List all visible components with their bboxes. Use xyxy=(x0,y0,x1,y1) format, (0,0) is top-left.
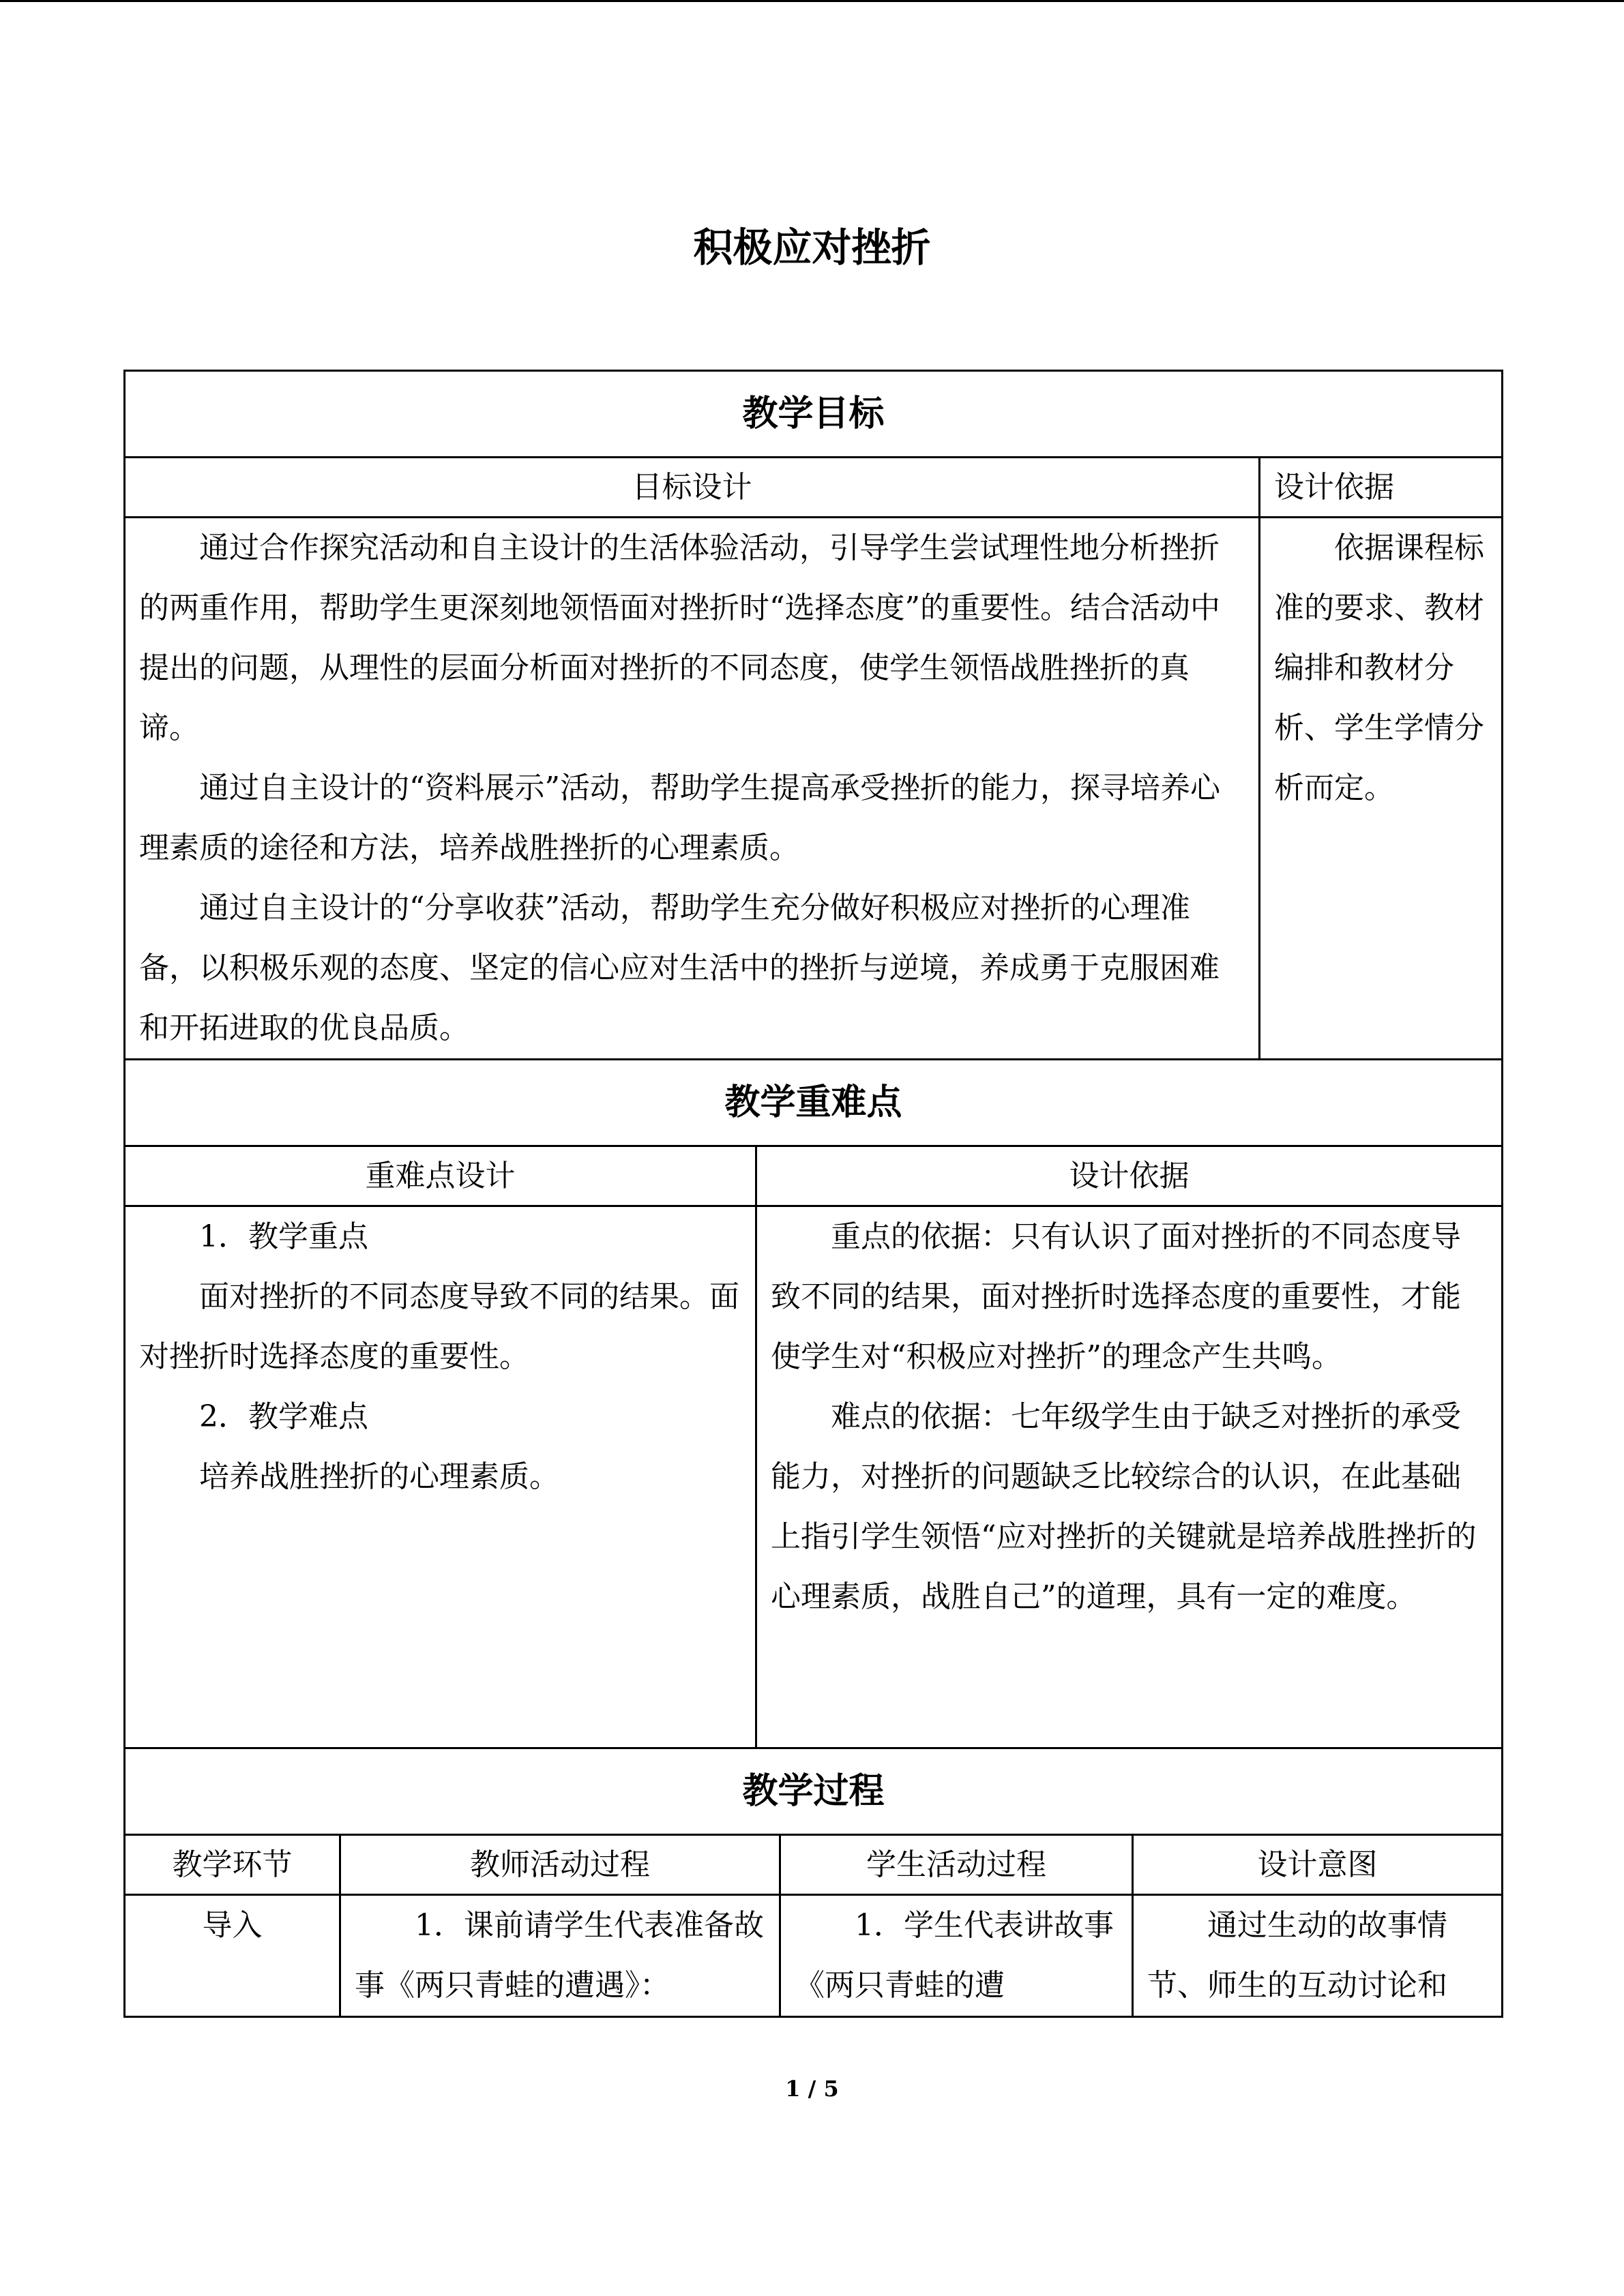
goals-basis-text: 依据课程标准的要求、教材编排和教材分析、学生学情分析而定。 xyxy=(1274,531,1484,805)
goals-basis-cell xyxy=(1260,518,1503,1060)
keypoints-heading: 教学重难点 xyxy=(125,1060,1503,1146)
key-point-basis: 重点的依据：只有认识了面对挫折的不同态度导致不同的结果，面对挫折时选择态度的重要性，才能使学生对“积极应对挫折”的理念产生共鸣。 xyxy=(771,1219,1461,1374)
key-point-title: 1．教学重点 xyxy=(199,1219,368,1254)
process-col-student: 学生活动过程 xyxy=(780,1835,1133,1895)
process-intent-cell xyxy=(1133,1895,1503,2017)
goals-col-design: 目标设计 xyxy=(125,458,1260,518)
process-intent-text: 通过生动的故事情节、师生的互动讨论和 xyxy=(1147,1908,1447,2003)
difficult-point-text: 培养战胜挫折的心理素质。 xyxy=(199,1459,559,1494)
process-teacher-cell xyxy=(340,1895,780,2017)
keypoints-col-design: 重难点设计 xyxy=(125,1146,756,1206)
goals-heading: 教学目标 xyxy=(125,371,1503,458)
keypoints-table xyxy=(123,1058,1503,1749)
lesson-plan-table xyxy=(123,370,1501,2018)
keypoints-design-cell xyxy=(125,1206,756,1748)
goals-col-basis: 设计依据 xyxy=(1260,458,1503,518)
goals-table xyxy=(123,370,1503,1060)
process-table xyxy=(123,1747,1503,2018)
process-student-cell xyxy=(780,1895,1133,2017)
keypoints-basis-cell xyxy=(756,1206,1503,1748)
document-title: 积极应对挫折 xyxy=(693,224,931,271)
goals-paragraph-2: 通过自主设计的“资料展示”活动，帮助学生提高承受挫折的能力，探寻培养心理素质的途径和方法，培养战胜挫折的心理素质。 xyxy=(139,771,1220,865)
process-heading: 教学过程 xyxy=(125,1748,1503,1835)
goals-paragraph-3: 通过自主设计的“分享收获”活动，帮助学生充分做好积极应对挫折的心理准备，以积极乐观的态度、坚定的信心应对生活中的挫折与逆境，养成勇于克服困难和开拓进取的优良品质。 xyxy=(139,891,1220,1045)
process-stage-cell: 导入 xyxy=(125,1895,340,2017)
process-teacher-text: 1．课前请学生代表准备故事《两只青蛙的遭遇》： xyxy=(355,1908,764,2003)
key-point-text: 面对挫折的不同态度导致不同的结果。面对挫折时选择态度的重要性。 xyxy=(139,1279,739,1374)
process-col-intent: 设计意图 xyxy=(1133,1835,1503,1895)
keypoints-col-basis: 设计依据 xyxy=(756,1146,1503,1206)
difficult-point-basis: 难点的依据：七年级学生由于缺乏对挫折的承受能力，对挫折的问题缺乏比较综合的认识，在此基础上指引学生领悟“应对挫折的关键就是培养战胜挫折的心理素质，战胜自己”的道理，具有一定的难度。 xyxy=(771,1399,1477,1614)
process-student-text: 1．学生代表讲故事《两只青蛙的遭 xyxy=(795,1908,1114,2003)
page-number: 1 / 5 xyxy=(785,2076,839,2102)
process-col-stage: 教学环节 xyxy=(125,1835,340,1895)
top-border-line xyxy=(0,0,1624,2)
difficult-point-title: 2．教学难点 xyxy=(199,1399,368,1434)
goals-paragraph-1: 通过合作探究活动和自主设计的生活体验活动，引导学生尝试理性地分析挫折的两重作用，帮助学生更深刻地领悟面对挫折时“选择态度”的重要性。结合活动中提出的问题，从理性的层面分析面对挫折的不同态度，使学生领悟战胜挫折的真谛。 xyxy=(139,531,1220,745)
process-col-teacher: 教师活动过程 xyxy=(340,1835,780,1895)
goals-design-cell xyxy=(125,518,1260,1060)
